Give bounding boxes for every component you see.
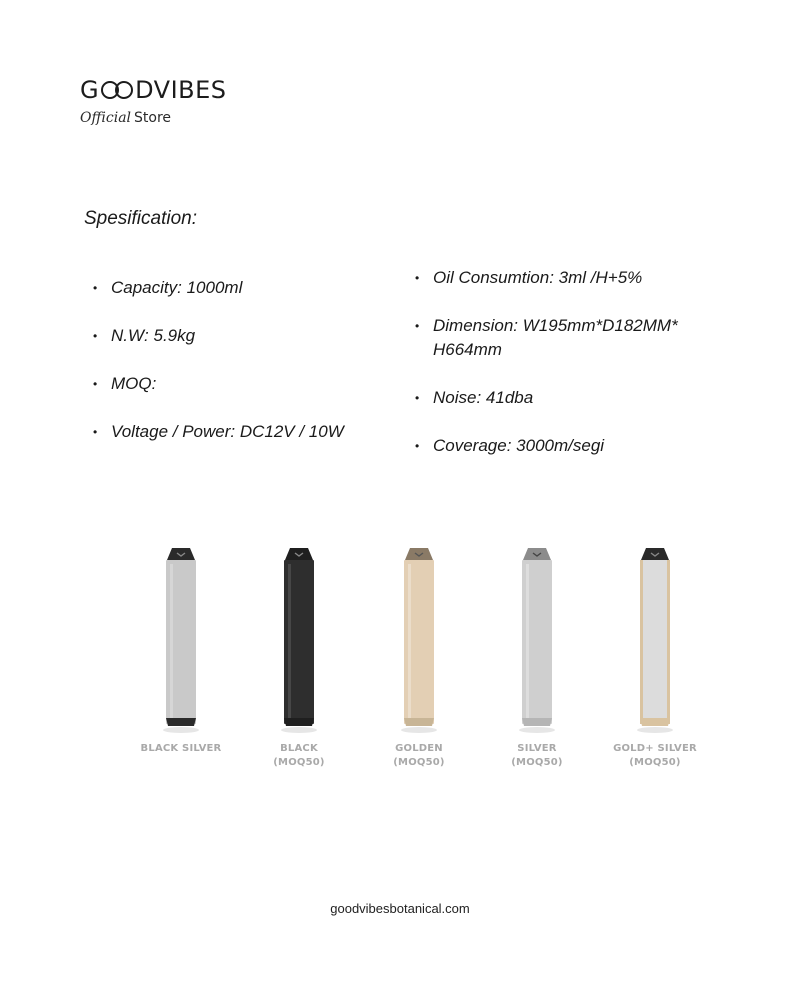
brand-logo: [80, 76, 227, 127]
brand-tagline: [80, 108, 227, 127]
device-icon: [396, 546, 442, 736]
variant-label: GOLD+ SILVER (MOQ50): [613, 743, 697, 768]
brand-name-part1: G: [80, 76, 100, 104]
spec-item-coverage: • Coverage: 3000m/segi: [415, 434, 725, 458]
spec-list-right: [415, 266, 725, 482]
spec-item-noise: • Noise: 41dba: [415, 386, 725, 410]
device-icon: [632, 546, 678, 736]
brand-official: Official: [80, 110, 132, 126]
brand-wordmark: [80, 76, 227, 104]
device-icon: [514, 546, 560, 736]
variant-label: GOLDEN (MOQ50): [393, 743, 445, 768]
product-variant: [131, 546, 231, 756]
footer-website: goodvibesbotanical.com: [330, 901, 470, 916]
spec-item-moq: • MOQ:: [93, 372, 393, 396]
infinity-o-icon: [100, 80, 134, 100]
device-icon: [158, 546, 204, 736]
spec-item-voltage: • Voltage / Power: DC12V / 10W: [93, 420, 393, 444]
spec-list-left: [93, 276, 393, 468]
product-variant: [605, 546, 705, 770]
spec-item-capacity: • Capacity: 1000ml: [93, 276, 393, 300]
brand-store: Store: [134, 110, 172, 126]
product-variant: [369, 546, 469, 770]
product-variants-image: [82, 546, 718, 790]
spec-item-dimension: • Dimension: W195mm*D182MM* H664mm: [415, 314, 725, 362]
spec-item-oil: • Oil Consumtion: 3ml /H+5%: [415, 266, 725, 290]
product-variant: [487, 546, 587, 770]
variant-label: BLACK (MOQ50): [273, 743, 325, 768]
spec-item-weight: • N.W: 5.9kg: [93, 324, 393, 348]
brand-name-part2: DVIBES: [135, 76, 227, 104]
device-icon: [276, 546, 322, 736]
spec-title: Spesification:: [84, 208, 198, 229]
product-variant: [249, 546, 349, 770]
variant-label: SILVER (MOQ50): [511, 743, 563, 768]
variant-label: BLACK SILVER: [140, 743, 222, 754]
